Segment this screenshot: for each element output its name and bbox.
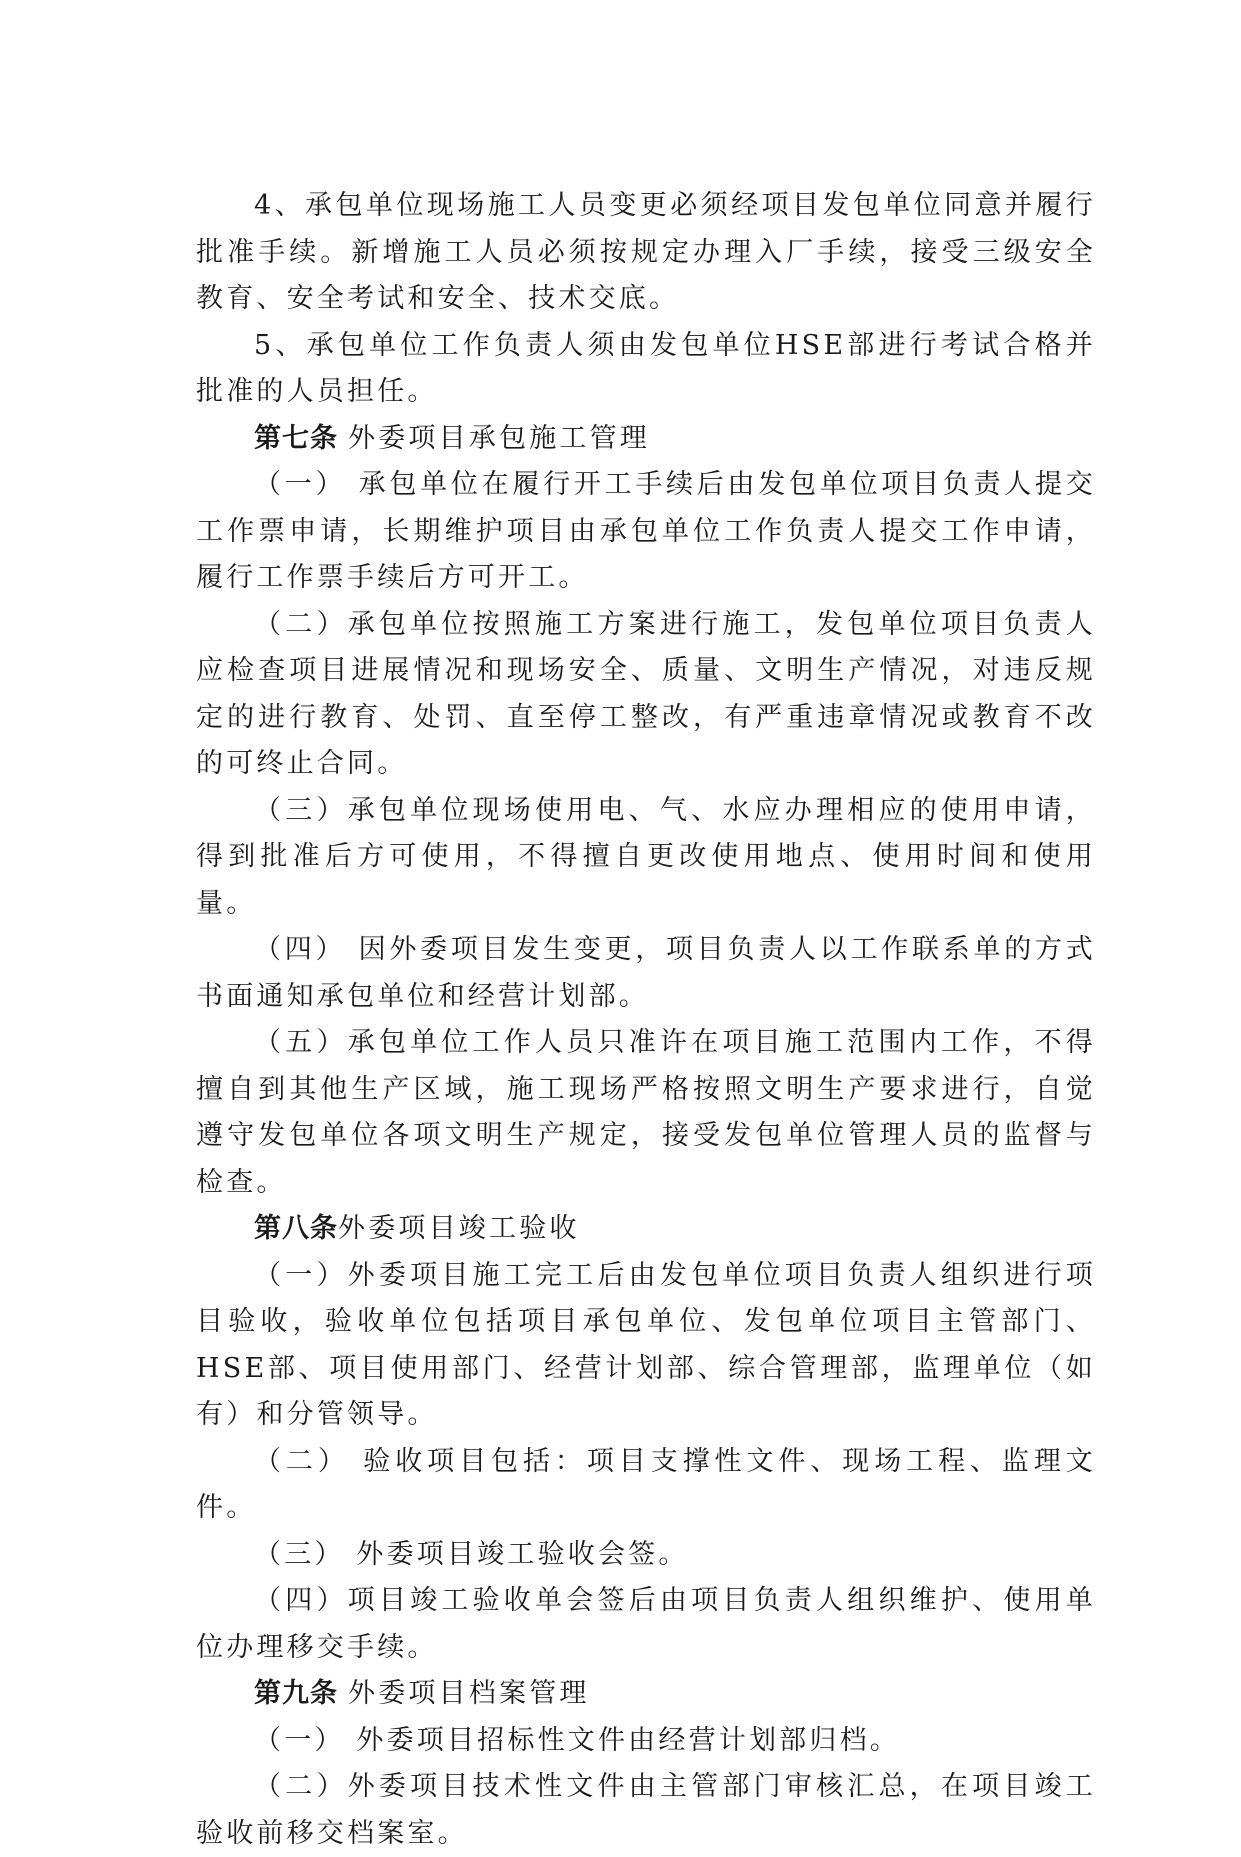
article-9-heading — [196, 1671, 1096, 1718]
clause-8-1: （一）外委项目施工完工后由发包单位项目负责人组织进行项目验收，验收单位包括项目承包单位、发包单位项目主管部门、HSE部、项目使用部门、经营计划部、综合管理部，监理单位（如有）和分管领导。 — [196, 1259, 1096, 1430]
clause-8-2: （二） 验收项目包括：项目支撑性文件、现场工程、监理文件。 — [196, 1445, 1096, 1523]
paragraph-item-4: 4、承包单位现场施工人员变更必须经项目发包单位同意并履行批准手续。新增施工人员必须按规定办理入厂手续，接受三级安全教育、安全考试和安全、技术交底。 — [196, 190, 1096, 314]
article-7-heading — [196, 416, 1096, 463]
clause-7-5: （五）承包单位工作人员只准许在项目施工范围内工作，不得擅自到其他生产区域，施工现场严格按照文明生产要求进行，自觉遵守发包单位各项文明生产规定，接受发包单位管理人员的监督与检查。 — [196, 1027, 1096, 1198]
article-8-heading — [196, 1206, 1096, 1253]
article-number: 第七条 — [254, 422, 338, 454]
clause-7-4: （四） 因外委项目发生变更，项目负责人以工作联系单的方式书面通知承包单位和经营计划部。 — [196, 934, 1096, 1012]
clause-8-4: （四）项目竣工验收单会签后由项目负责人组织维护、使用单位办理移交手续。 — [196, 1585, 1096, 1663]
article-title: 外委项目竣工验收 — [338, 1213, 580, 1244]
document-page — [196, 183, 1096, 1857]
clause-7-2: （二）承包单位按照施工方案进行施工，发包单位项目负责人应检查项目进展情况和现场安全、质量、文明生产情况，对违反规定的进行教育、处罚、直至停工整改，有严重违章情况或教育不改的可终止合同。 — [196, 608, 1096, 779]
clause-9-2: （二）外委项目技术性文件由主管部门审核汇总，在项目竣工验收前移交档案室。 — [196, 1771, 1096, 1849]
clause-8-3: （三） 外委项目竣工验收会签。 — [254, 1538, 689, 1570]
clause-9-1: （一） 外委项目招标性文件由经营计划部归档。 — [254, 1724, 900, 1756]
article-number: 第九条 — [254, 1678, 338, 1709]
article-title: 外委项目承包施工管理 — [348, 422, 650, 454]
article-title: 外委项目档案管理 — [348, 1678, 590, 1709]
article-number: 第八条 — [254, 1213, 338, 1244]
clause-7-3: （三）承包单位现场使用电、气、水应办理相应的使用申请，得到批准后方可使用，不得擅自更改使用地点、使用时间和使用量。 — [196, 794, 1096, 919]
paragraph-item-5: 5、承包单位工作负责人须由发包单位HSE部进行考试合格并批准的人员担任。 — [196, 329, 1096, 407]
clause-7-1: （一） 承包单位在履行开工手续后由发包单位项目负责人提交工作票申请，长期维护项目由承包单位工作负责人提交工作申请，履行工作票手续后方可开工。 — [196, 469, 1096, 593]
